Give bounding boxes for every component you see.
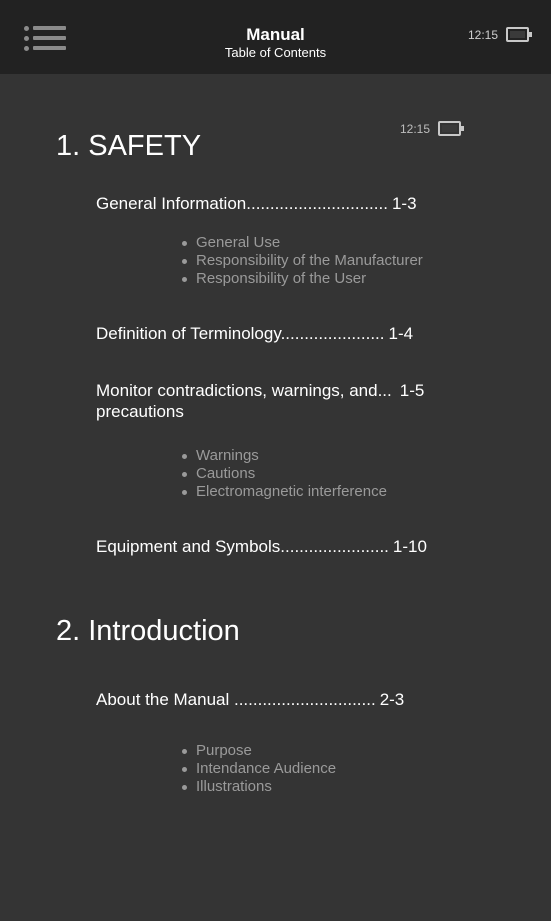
toc-entry-page: 1-10 bbox=[392, 537, 427, 556]
subitem-responsibility-manufacturer[interactable]: Responsibility of the Manufacturer bbox=[182, 252, 423, 270]
subitem-general-use[interactable]: General Use bbox=[182, 234, 423, 252]
toc-entry-label: General Information.............................. bbox=[96, 194, 388, 213]
toc-entry-page: 1-3 bbox=[391, 194, 417, 213]
toc-entry-page: 2-3 bbox=[379, 690, 405, 709]
subitem-electromagnetic-interference[interactable]: Electromagnetic interference bbox=[182, 483, 387, 501]
toc-entry-about-the-manual[interactable] bbox=[96, 689, 404, 710]
app-subtitle: Table of Contents bbox=[224, 45, 327, 60]
toc-entry-page: 1-4 bbox=[388, 324, 414, 343]
overlay-status-indicator bbox=[400, 121, 461, 136]
section-title-introduction: 2. Introduction bbox=[56, 615, 240, 647]
battery-icon bbox=[506, 27, 529, 42]
status-indicator bbox=[468, 27, 529, 42]
toc-entry-monitor-contradictions[interactable] bbox=[96, 380, 424, 422]
toc-entry-page: 1-5 bbox=[399, 381, 425, 400]
subitem-list bbox=[182, 234, 423, 288]
toc-entry-definition-of-terminology[interactable] bbox=[96, 323, 413, 344]
subitem-illustrations[interactable]: Illustrations bbox=[182, 778, 336, 796]
toc-entry-general-information[interactable] bbox=[96, 193, 417, 214]
app-title: Manual bbox=[246, 25, 305, 44]
toc-content bbox=[0, 74, 551, 921]
top-bar bbox=[0, 0, 551, 74]
subitem-intendance-audience[interactable]: Intendance Audience bbox=[182, 760, 336, 778]
overlay-status-time: 12:15 bbox=[400, 121, 431, 136]
subitem-warnings[interactable]: Warnings bbox=[182, 447, 387, 465]
battery-icon bbox=[438, 121, 461, 136]
subitem-responsibility-user[interactable]: Responsibility of the User bbox=[182, 270, 423, 288]
subitem-purpose[interactable]: Purpose bbox=[182, 742, 336, 760]
toc-entry-label: Monitor contradictions, warnings, and... bbox=[96, 381, 392, 400]
subitem-list bbox=[182, 447, 387, 501]
subitem-cautions[interactable]: Cautions bbox=[182, 465, 387, 483]
subitem-list bbox=[182, 742, 336, 796]
section-title-safety: 1. SAFETY bbox=[56, 130, 202, 162]
status-time: 12:15 bbox=[468, 27, 499, 42]
toc-entry-label: About the Manual .............................. bbox=[96, 690, 376, 709]
toc-entry-label: Equipment and Symbols....................... bbox=[96, 537, 389, 556]
toc-entry-label: Definition of Terminology...................... bbox=[96, 324, 385, 343]
toc-entry-label-line2: precautions bbox=[96, 402, 184, 421]
toc-entry-equipment-and-symbols[interactable] bbox=[96, 536, 427, 557]
